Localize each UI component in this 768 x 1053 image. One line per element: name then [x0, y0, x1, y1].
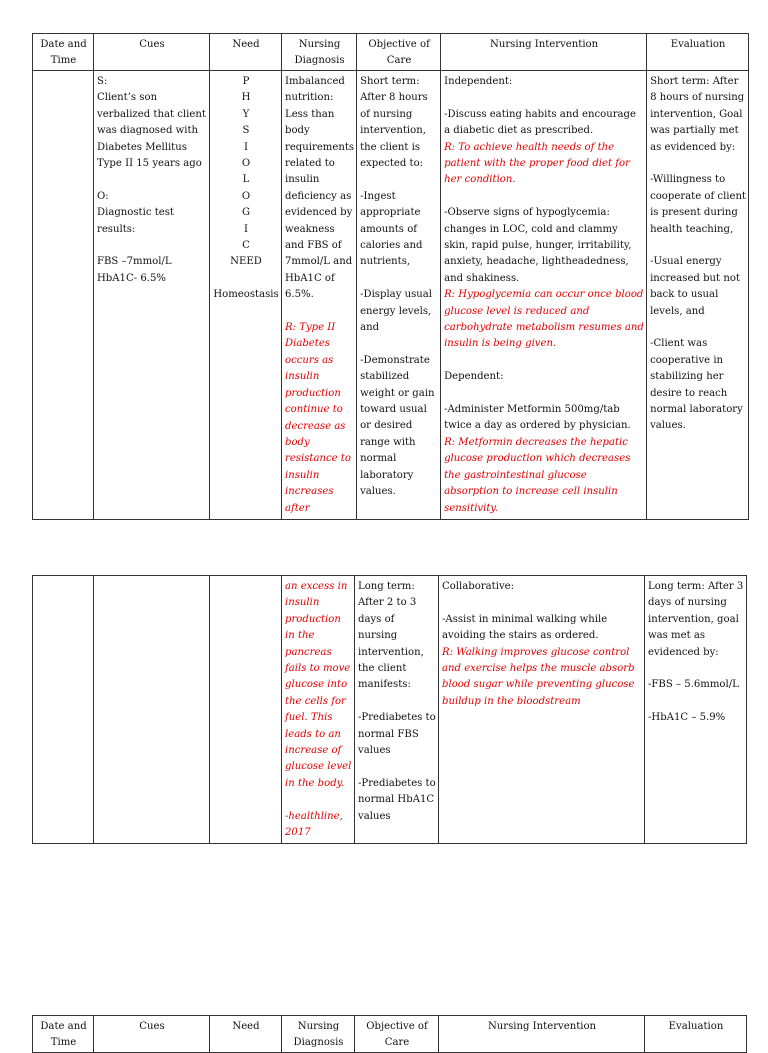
- intervention-item: -Administer Metformin 500mg/tab twice a day as ordered by physician.: [444, 404, 631, 432]
- table-header-row: [33, 34, 749, 71]
- need-letter: H: [241, 92, 251, 104]
- cues-subjective-label: S:: [97, 76, 108, 87]
- evaluation-cell: [645, 576, 747, 844]
- need-letter: Y: [242, 108, 250, 120]
- header-need: Need: [210, 34, 282, 71]
- header-date-time: Date and Time: [33, 1016, 94, 1053]
- need-letter: C: [242, 240, 250, 252]
- header-cues: Cues: [94, 34, 210, 71]
- evaluation-intro: Long term: After 3 days of nursing intervention, goal was met as evidenced by:: [648, 581, 744, 658]
- cues-fbs: FBS –7mmol/L: [97, 256, 172, 268]
- objective-item: -Ingest appropriate amounts of calories and nutrients,: [360, 190, 423, 268]
- need-letter: S: [242, 125, 250, 137]
- intervention-rationale: R: Hypoglycemia can occur once blood glucose level is reduced and carbohydrate metabolism resumes and insulin is being given.: [444, 289, 644, 350]
- objective-item: -Prediabetes to normal FBS values: [358, 712, 436, 757]
- cues-cell: [94, 71, 210, 520]
- objective-cell: [357, 71, 441, 520]
- care-plan-table-page-3: [32, 1015, 747, 1053]
- need-cell: [210, 576, 282, 844]
- cues-objective-label: O:: [97, 190, 109, 202]
- header-nursing-diagnosis: Nursing Diagnosis: [282, 1016, 355, 1053]
- header-cues: Cues: [94, 1016, 210, 1053]
- evaluation-item: -Client was cooperative in stabilizing her desire to reach normal laboratory values.: [650, 338, 743, 432]
- objective-item: -Display usual energy levels, and: [360, 289, 433, 334]
- evaluation-item: -Usual energy increased but not back to usual levels, and: [650, 256, 740, 317]
- evaluation-intro: Short term: After 8 hours of nursing intervention, Goal was partially met as evidenced by:: [650, 76, 745, 153]
- need-letter: I: [244, 141, 248, 153]
- intervention-cell: [441, 71, 647, 520]
- cues-cell: [94, 576, 210, 844]
- care-plan-table-page-1: [32, 33, 749, 520]
- date-time-cell: [33, 71, 94, 520]
- intervention-independent-label: Independent:: [444, 76, 513, 87]
- diagnosis-rationale: R: Type II Diabetes occurs as insulin production continue to decrease as body resistance to insulin increases after: [285, 322, 351, 514]
- header-nursing-diagnosis: Nursing Diagnosis: [282, 34, 357, 71]
- header-objective-of-care: Objective of Care: [357, 34, 441, 71]
- cues-subjective-text: Client’s son verbalized that client was diagnosed with Diabetes Mellitus Type II 15 years ago: [97, 92, 206, 170]
- intervention-rationale: R: To achieve health needs of the patient with the proper food diet for her condition.: [444, 141, 630, 186]
- diagnosis-text: Imbalanced nutrition: Less than body requirements related to insulin deficiency as evidenced by weakness and FBS of 7mmol/L and HbA1C of 6.5%.: [285, 76, 355, 301]
- need-letter: I: [244, 223, 248, 235]
- header-nursing-intervention: Nursing Intervention: [439, 1016, 645, 1053]
- need-letter: L: [242, 174, 250, 186]
- need-letter: O: [241, 190, 251, 202]
- header-need: Need: [210, 1016, 282, 1053]
- diagnosis-rationale: an excess in insulin production in the pancreas fails to move glucose into the cells for fuel. This leads to an increase of glucose level in the body.: [285, 581, 352, 789]
- table-row: [33, 71, 749, 520]
- cues-objective-text: Diagnostic test results:: [97, 207, 174, 235]
- objective-cell: [355, 576, 439, 844]
- evaluation-item: -Willingness to cooperate of client is present during health teaching,: [650, 174, 747, 235]
- need-cell: [210, 71, 282, 520]
- evaluation-item: -HbA1C – 5.9%: [648, 712, 726, 724]
- objective-intro: Short term: After 8 hours of nursing intervention, the client is expected to:: [360, 76, 428, 170]
- header-date-time: Date and Time: [33, 34, 94, 71]
- table-row: [33, 576, 747, 844]
- objective-item: -Demonstrate stabilized weight or gain toward usual or desired range with normal laboratory values.: [360, 354, 435, 498]
- cues-hba1c: HbA1C- 6.5%: [97, 272, 166, 284]
- intervention-item: -Assist in minimal walking while avoiding the stairs as ordered.: [442, 613, 608, 642]
- objective-intro: Long term: After 2 to 3 days of nursing intervention, the client manifests:: [358, 581, 424, 691]
- header-nursing-intervention: Nursing Intervention: [441, 34, 647, 71]
- date-time-cell: [33, 576, 94, 844]
- need-letter: O: [241, 158, 251, 170]
- evaluation-cell: [647, 71, 749, 520]
- header-objective-of-care: Objective of Care: [355, 1016, 439, 1053]
- evaluation-item: -FBS – 5.6mmol/L: [648, 679, 739, 691]
- header-evaluation: Evaluation: [647, 34, 749, 71]
- care-plan-table-page-2: [32, 575, 747, 844]
- intervention-dependent-label: Dependent:: [444, 371, 504, 383]
- diagnosis-source: -healthline, 2017: [285, 810, 343, 839]
- intervention-item: -Observe signs of hypoglycemia: changes in LOC, cold and clammy skin, rapid pulse, hunger, irritability, anxiety, headache, lightheadedness, and shakiness.: [444, 207, 632, 284]
- intervention-rationale: R: Metformin decreases the hepatic glucose production which decreases the gastrointestinal glucose absorption to increase cell insulin sensitivity.: [444, 436, 631, 514]
- intervention-collaborative-label: Collaborative:: [442, 581, 515, 592]
- objective-item: -Prediabetes to normal HbA1C values: [358, 777, 436, 822]
- need-label: NEED: [230, 256, 262, 268]
- need-homeostasis: Homeostasis: [213, 289, 279, 301]
- intervention-item: -Discuss eating habits and encourage a diabetic diet as prescribed.: [444, 108, 636, 137]
- intervention-cell: [439, 576, 645, 844]
- table-header-row: [33, 1016, 747, 1053]
- header-evaluation: Evaluation: [645, 1016, 747, 1053]
- diagnosis-cell: [282, 576, 355, 844]
- diagnosis-cell: [282, 71, 357, 520]
- need-letter: P: [242, 76, 250, 87]
- need-letter: G: [241, 207, 251, 219]
- intervention-rationale: R: Walking improves glucose control and exercise helps the muscle absorb blood sugar while preventing glucose buildup in the bloodstream: [442, 646, 635, 707]
